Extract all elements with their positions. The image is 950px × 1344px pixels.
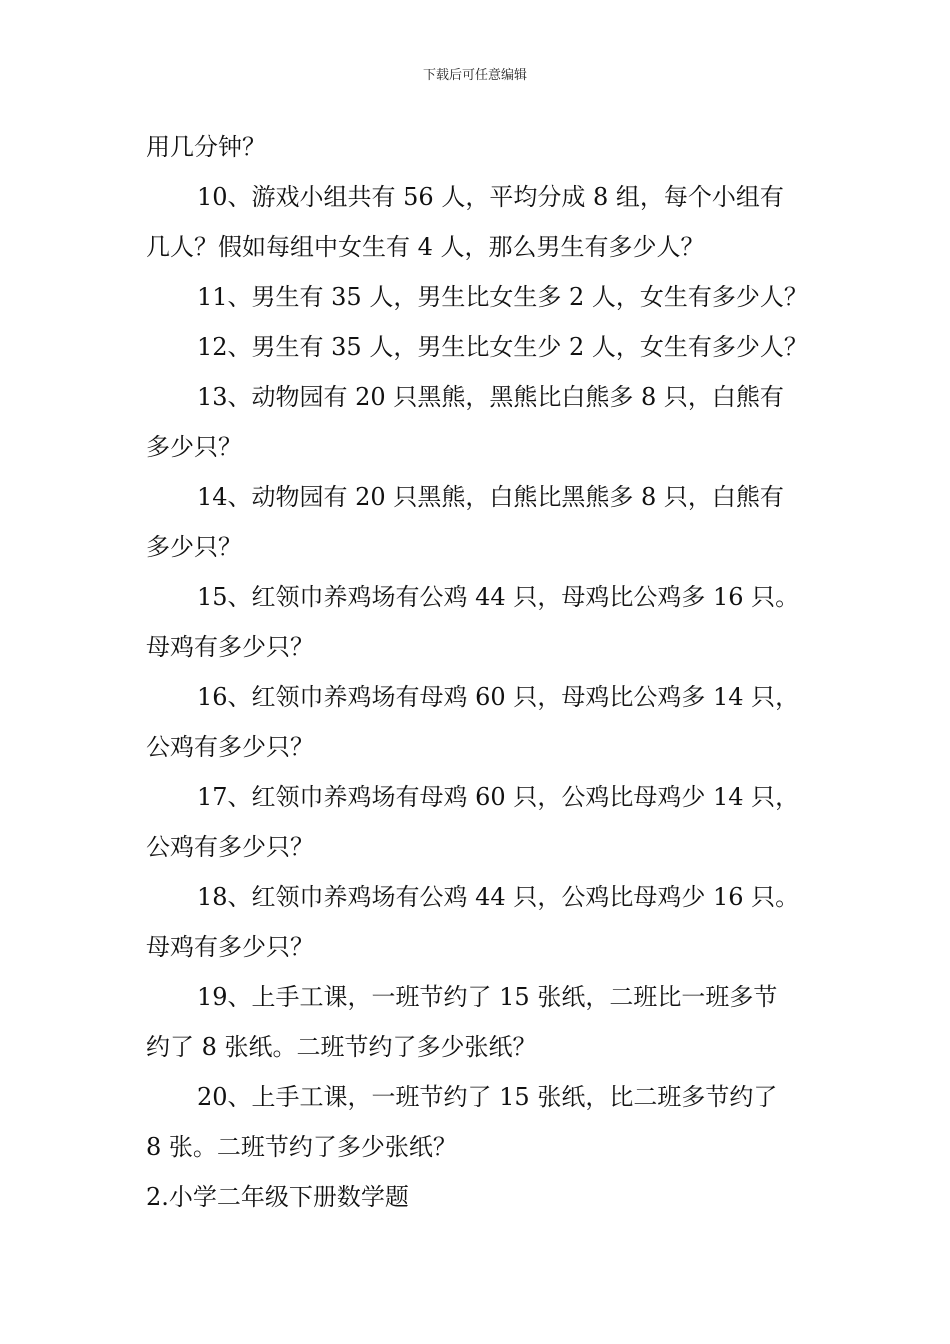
question-19-line-2: 约了 8 张纸。二班节约了多少张纸？ [146, 1033, 537, 1061]
question-18-line-1: 18、红领巾养鸡场有公鸡 44 只，公鸡比母鸡少 16 只。 [197, 883, 800, 911]
document-body [146, 122, 816, 1222]
question-15-line-2: 母鸡有多少只？ [146, 633, 314, 661]
question-17-line-1: 17、红领巾养鸡场有母鸡 60 只，公鸡比母鸡少 14 只， [197, 783, 800, 811]
question-17-line-2: 公鸡有多少只？ [146, 833, 314, 861]
question-12: 12、男生有 35 人，男生比女生少 2 人，女生有多少人？ [197, 333, 808, 361]
question-16-line-1: 16、红领巾养鸡场有母鸡 60 只，母鸡比公鸡多 14 只， [197, 683, 800, 711]
question-15-line-1: 15、红领巾养鸡场有公鸡 44 只，母鸡比公鸡多 16 只。 [197, 583, 800, 611]
question-11: 11、男生有 35 人，男生比女生多 2 人，女生有多少人？ [197, 283, 808, 311]
question-18-line-2: 母鸡有多少只？ [146, 933, 314, 961]
question-16-line-2: 公鸡有多少只？ [146, 733, 314, 761]
question-19-line-1: 19、上手工课，一班节约了 15 张纸，二班比一班多节 [197, 983, 778, 1011]
question-10-line-1: 10、游戏小组共有 56 人，平均分成 8 组，每个小组有 [197, 183, 784, 211]
question-10-line-2: 几人？假如每组中女生有 4 人，那么男生有多少人？ [146, 233, 705, 261]
page-header: 下载后可任意编辑 [422, 68, 527, 83]
question-13-line-2: 多少只？ [146, 433, 242, 461]
question-14-line-1: 14、动物园有 20 只黑熊，白熊比黑熊多 8 只，白熊有 [197, 483, 784, 511]
section-heading: 2.小学二年级下册数学题 [146, 1183, 409, 1211]
question-14-line-2: 多少只？ [146, 533, 242, 561]
text-line: 用几分钟？ [146, 133, 266, 161]
question-13-line-1: 13、动物园有 20 只黑熊，黑熊比白熊多 8 只，白熊有 [197, 383, 784, 411]
question-20-line-2: 8 张。二班节约了多少张纸？ [146, 1133, 457, 1161]
question-20-line-1: 20、上手工课，一班节约了 15 张纸，比二班多节约了 [197, 1083, 778, 1111]
